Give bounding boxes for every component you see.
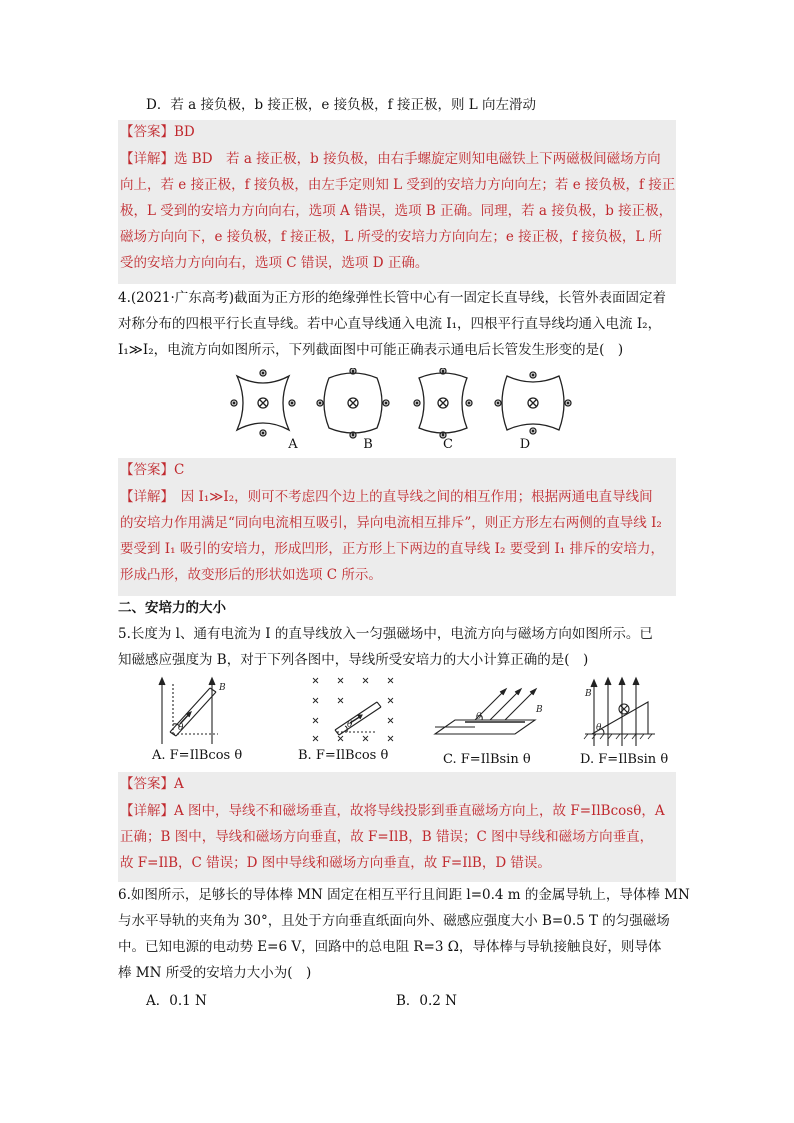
q5-c-theta-symbol: θ (476, 712, 482, 722)
answer-tag: 【答案】 (120, 776, 174, 792)
q6-line-3: 中。已知电源的电动势 E=6 V，回路中的总电阻 R=3 Ω，导体棒与导轨接触良好，则导体 (118, 939, 662, 955)
q3-detail-line-2: 向上，若 e 接正极，f 接负极，由左手定则知 L 受到的安培力方向向左；若 e 接负极，f 接正 (120, 177, 676, 193)
q5-c-b-symbol: B (536, 705, 543, 715)
q5-detail-line-2: 正确；B 图中，导线和磁场方向垂直，故 F=IlB，B 错误；C 图中导线和磁场方向垂直， (120, 829, 654, 845)
q4-line-3: I₁≫I₂，电流方向如图所示，下列截面图中可能正确表示通电后长管发生形变的是( ) (118, 342, 624, 358)
q4-label-c: C (443, 437, 453, 452)
q3-detail-line-4: 磁场方向向下，e 接负极，f 接正极，L 所受的安培力方向向左；e 接正极，f 接负极，L 所 (120, 229, 663, 245)
q6-line-4: 棒 MN 所受的安培力大小为( ) (118, 965, 312, 981)
q6-option-a: A．0.1 N (146, 993, 207, 1009)
q5-figure-b (313, 678, 393, 741)
q5-figure-d (584, 678, 655, 746)
q5-b-theta-symbol: θ (347, 720, 353, 730)
q4-detail-line-1 (120, 487, 653, 507)
q5-figure-c (435, 689, 536, 734)
q4-line-2: 对称分布的四根平行长直导线。若中心直导线通入电流 I₁，四根平行直导线均通入电流 I₂， (118, 316, 662, 332)
q3-answer (120, 122, 195, 142)
q4-figure-a (231, 370, 295, 436)
q3-detail-line-1 (120, 149, 661, 169)
section-heading: 二、安培力的大小 (118, 600, 226, 616)
q4-figure-b (317, 368, 389, 438)
q5-label-d: D. F=IlBsin θ (580, 752, 669, 767)
q5-d-theta-symbol: θ (596, 723, 602, 733)
q4-line-1: 4.(2021·广东高考)截面为正方形的绝缘弹性长管中心有一固定长直导线，长管外表面固定着 (118, 290, 667, 306)
q5-figures (140, 672, 680, 747)
q5-line-1: 5.长度为 l、通有电流为 I 的直导线放入一匀强磁场中，电流方向与磁场方向如图所示。已 (118, 626, 653, 642)
answer-value: A (174, 776, 184, 792)
q5-detail-line-1 (120, 801, 665, 821)
detail-tag: 【详解】 (120, 489, 168, 505)
q5-label-a: A. F=IlBcos θ (152, 748, 243, 763)
q3-detail-line-3: 极，L 受到的安培力方向向右，选项 A 错误，选项 B 正确。同理，若 a 接负极，b 接正极， (120, 203, 673, 219)
answer-value: BD (174, 124, 195, 140)
answer-value: C (174, 462, 185, 478)
q5-d-b-symbol: B (585, 689, 592, 699)
q4-detail-line-2: 的安培力作用满足“同向电流相互吸引，异向电流相互排斥”，则正方形左右两侧的直导线 I₂ (120, 515, 662, 531)
q4-label-a: A (288, 437, 298, 452)
q3-detail-line-5: 受的安培力方向向右，选项 C 错误，选项 D 正确。 (120, 255, 429, 271)
q4-detail-line-3: 要受到 I₁ 吸引的安培力，形成凹形，正方形上下两边的直导线 I₂ 要受到 I₁ 排斥的安培力， (120, 541, 664, 557)
q4-figure-d (495, 372, 571, 434)
q6-option-b: B．0.2 N (396, 993, 457, 1009)
detail-text: A 图中，导线不和磁场垂直，故将导线投影到垂直磁场方向上，故 F=IlBcosθ，A (174, 803, 665, 819)
q4-label-b: B (363, 437, 373, 452)
q5-figure-a (159, 678, 218, 744)
q5-label-c: C. F=IlBsin θ (443, 752, 531, 767)
q4-label-d: D (519, 437, 531, 452)
q4-detail-line-4: 形成凸形，故变形后的形状如选项 C 所示。 (120, 567, 382, 583)
answer-tag: 【答案】 (120, 462, 174, 478)
detail-text: 选 BD 若 a 接正极，b 接负极，由右手螺旋定则知电磁铁上下两磁极间磁场方向 (174, 151, 661, 167)
detail-tag: 【详解】 (120, 151, 174, 167)
q3-option-d: D．若 a 接负极，b 接正极，e 接负极，f 接正极，则 L 向左滑动 (146, 97, 537, 113)
q6-line-2: 与水平导轨的夹角为 30°，且处于方向垂直纸面向外、磁感应强度大小 B=0.5 T 的匀强磁场 (118, 913, 670, 929)
q6-line-1: 6.如图所示，足够长的导体棒 MN 固定在相互平行且间距 l=0.4 m 的金属导轨上，导体棒 MN (118, 887, 690, 903)
q5-a-theta-symbol: θ (178, 723, 184, 733)
q5-a-b-symbol: B (219, 683, 226, 693)
detail-text: 因 I₁≫I₂，则可不考虑四个边上的直导线之间的相互作用；根据两通电直导线间 (167, 489, 653, 505)
q4-answer (120, 460, 184, 480)
q5-line-2: 知磁感应强度为 B，对于下列各图中，导线所受安培力的大小计算正确的是( ) (118, 652, 589, 668)
q4-figure-c (414, 368, 472, 438)
q5-answer (120, 774, 184, 794)
q5-label-b: B. F=IlBcos θ (298, 748, 389, 763)
q5-detail-line-3: 故 F=IlB，C 错误；D 图中导线和磁场方向垂直，故 F=IlB，D 错误。 (120, 855, 551, 871)
answer-tag: 【答案】 (120, 124, 174, 140)
detail-tag: 【详解】 (120, 803, 174, 819)
